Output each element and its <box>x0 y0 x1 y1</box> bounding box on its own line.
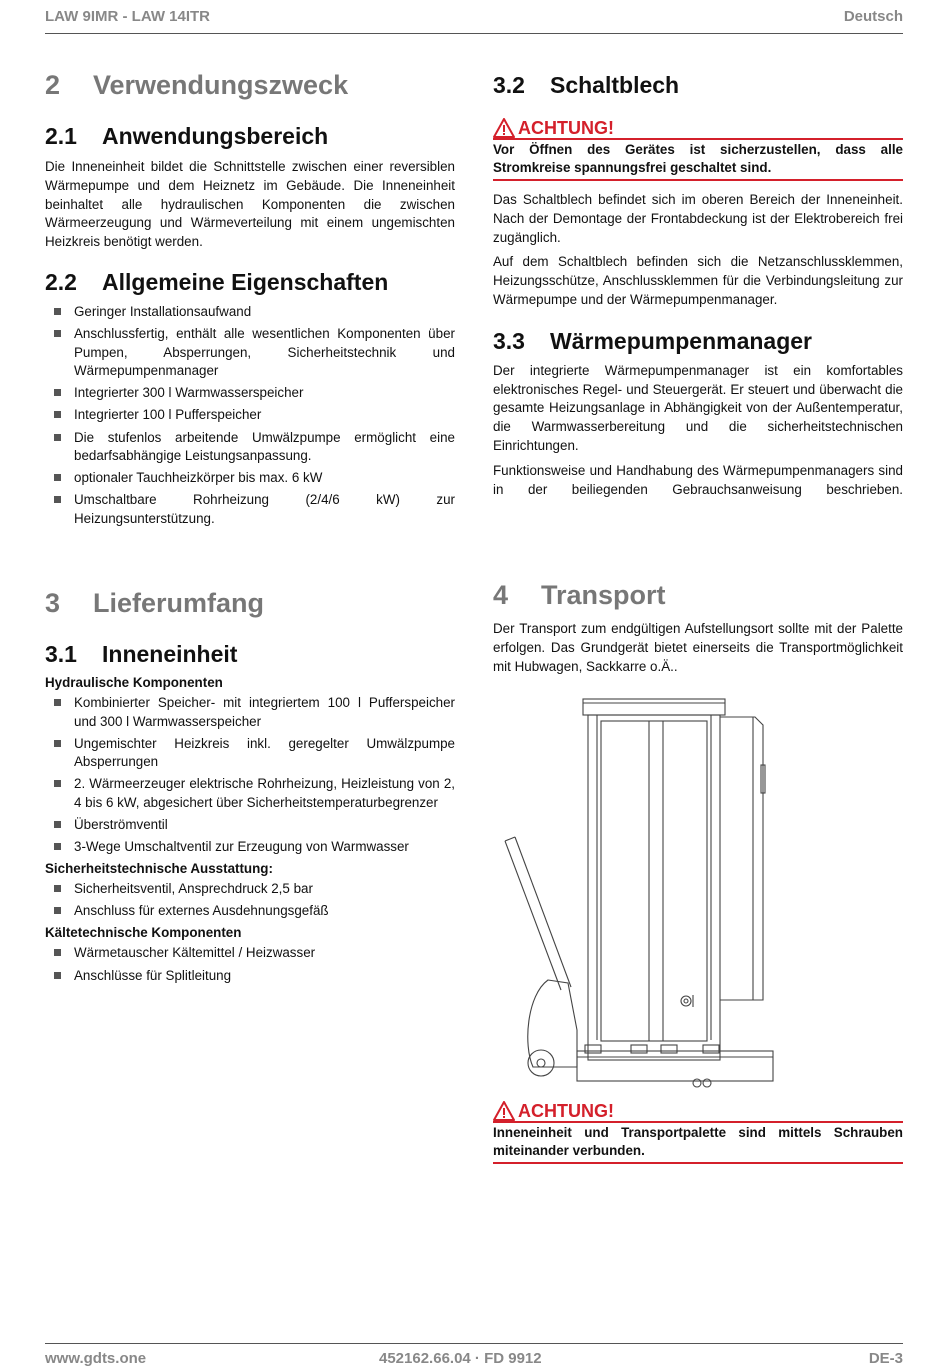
section-3-2-text-1: Das Schaltblech befindet sich im oberen Bereich der Inneneinheit. Nach der Demontage der Frontabdeckung ist der Elektrobereich frei zugänglich. <box>493 192 903 245</box>
warning-icon <box>493 118 515 138</box>
warning-text: Inneneinheit und Transportpalette sind mittels Schrauben miteinander verbunden. <box>493 1123 903 1164</box>
section-4-text: Der Transport zum endgültigen Aufstellungsort sollte mit der Palette erfolgen. Das Grundgerät bietet einerseits die Transportmöglichkeit mit Hubwagen, Sackkarre o.Ä.. <box>493 621 903 674</box>
list-item: Kombinierter Speicher- mit integriertem 100 l Pufferspeicher und 300 l Warmwasserspeicher <box>45 694 455 731</box>
list-item: Anschluss für externes Ausdehnungsgefäß <box>45 902 455 921</box>
footer-page-number: DE-3 <box>868 1350 903 1367</box>
section-3-3-text-2: Funktionsweise und Handhabung des Wärmepumpenmanagers sind in der beiliegenden Gebrauchsanweisung beschrieben. <box>493 462 903 497</box>
section-4-heading: 4 Transport <box>493 580 666 610</box>
footer-docnumber: 452162.66.04 · FD 9912 <box>379 1350 542 1367</box>
transport-drawing <box>493 695 793 1090</box>
section-2-1-text: Die Inneneinheit bildet die Schnittstelle zwischen einer reversiblen Wärmepumpe und dem Heiznetz im Gebäude. Die Inneneinheit beinhaltet alle hydraulischen Komponenten die zwischen Wärmeerzeugung und Wärmeverteilung mit einem ungemischten Heizkreis benötigt werden. <box>45 159 455 250</box>
list-item: Anschlussfertig, enthält alle wesentlichen Komponenten über Pumpen, Absperrungen, Sicherheitstechnik und Wärmepumpenmanager <box>45 325 455 381</box>
section-3-heading: 3 Lieferumfang <box>45 588 265 618</box>
page-footer <box>45 1343 903 1370</box>
list-item: Wärmetauscher Kältemittel / Heizwasser <box>45 944 455 963</box>
section-3-2-heading: 3.2 Schaltblech <box>493 72 680 98</box>
section-3-3-text-1: Der integrierte Wärmepumpenmanager ist ein komfortables elektronisches Regel- und Steuergerät. Er steuert und überwacht die gesamte Heizungsanlage in Abhängigkeit von der Außentemperatur, die Warmwasserbereitung und die sicherheitstechnischen Einrichtungen. <box>493 362 903 453</box>
section-3-1-heading: 3.1 Inneneinheit <box>45 641 238 667</box>
hydraulic-subheading: Hydraulische Komponenten <box>45 675 223 690</box>
header-language: Deutsch <box>843 8 903 25</box>
list-item: Umschaltbare Rohrheizung (2/4/6 kW) zur Heizungsunterstützung. <box>45 491 455 528</box>
left-column-lower <box>45 588 455 989</box>
warning-icon <box>493 1101 515 1121</box>
warning-box-schaltblech <box>493 118 903 181</box>
list-item: Ungemischter Heizkreis inkl. geregelter Umwälzpumpe Absperrungen <box>45 735 455 772</box>
safety-subheading: Sicherheitstechnische Ausstattung: <box>45 861 273 877</box>
list-item: Geringer Installationsaufwand <box>45 303 455 322</box>
right-column-transport <box>493 580 903 676</box>
section-2-1-heading: 2.1 Anwendungsbereich <box>45 123 329 149</box>
right-column <box>493 72 903 99</box>
footer-website: www.gdts.one <box>45 1350 147 1367</box>
warning-label: ACHTUNG! <box>518 1100 614 1121</box>
section-3-3-heading: 3.3 Wärmepumpenmanager <box>493 327 813 354</box>
left-column <box>45 70 455 532</box>
header-model: LAW 9IMR - LAW 14ITR <box>45 8 210 25</box>
hydraulic-list <box>45 694 455 857</box>
cooling-subheading: Kältetechnische Komponenten <box>45 925 242 941</box>
section-2-heading: 2 Verwendungszweck <box>45 70 349 100</box>
list-item: Die stufenlos arbeitende Umwälzpumpe ermöglicht eine bedarfsabhängige Leistungsanpassung. <box>45 429 455 466</box>
list-item: Anschlüsse für Splitleitung <box>45 967 455 986</box>
list-item: Sicherheitsventil, Ansprechdruck 2,5 bar <box>45 880 455 899</box>
list-item: Integrierter 300 l Warmwasserspeicher <box>45 384 455 403</box>
list-item: Überströmventil <box>45 816 455 835</box>
safety-list <box>45 880 455 921</box>
warning-box-transport <box>493 1101 903 1164</box>
list-item: optionaler Tauchheizkörper bis max. 6 kW <box>45 469 455 488</box>
section-3-2-text-2: Auf dem Schaltblech befinden sich die Netzanschlussklemmen, Heizungsschütze, Anschlussklemmen für die Verbindungsleitung zur Wärmepumpe und der Wärmepumpenmanager. <box>493 254 903 307</box>
right-column-text <box>493 191 903 499</box>
list-item: 2. Wärmeerzeuger elektrische Rohrheizung, Heizleistung von 2, 4 bis 6 kW, abgesichert über Sicherheitstemperaturbegrenzer <box>45 775 455 812</box>
warning-label: ACHTUNG! <box>518 117 614 138</box>
warning-text: Vor Öffnen des Gerätes ist sicherzustellen, dass alle Stromkreise spannungsfrei geschaltet sind. <box>493 140 903 181</box>
page-header <box>45 8 903 34</box>
list-item: 3-Wege Umschaltventil zur Erzeugung von Warmwasser <box>45 838 455 857</box>
section-2-2-heading: 2.2 Allgemeine Eigenschaften <box>45 268 389 295</box>
features-list <box>45 303 455 529</box>
list-item: Integrierter 100 l Pufferspeicher <box>45 406 455 425</box>
cooling-list <box>45 944 455 985</box>
